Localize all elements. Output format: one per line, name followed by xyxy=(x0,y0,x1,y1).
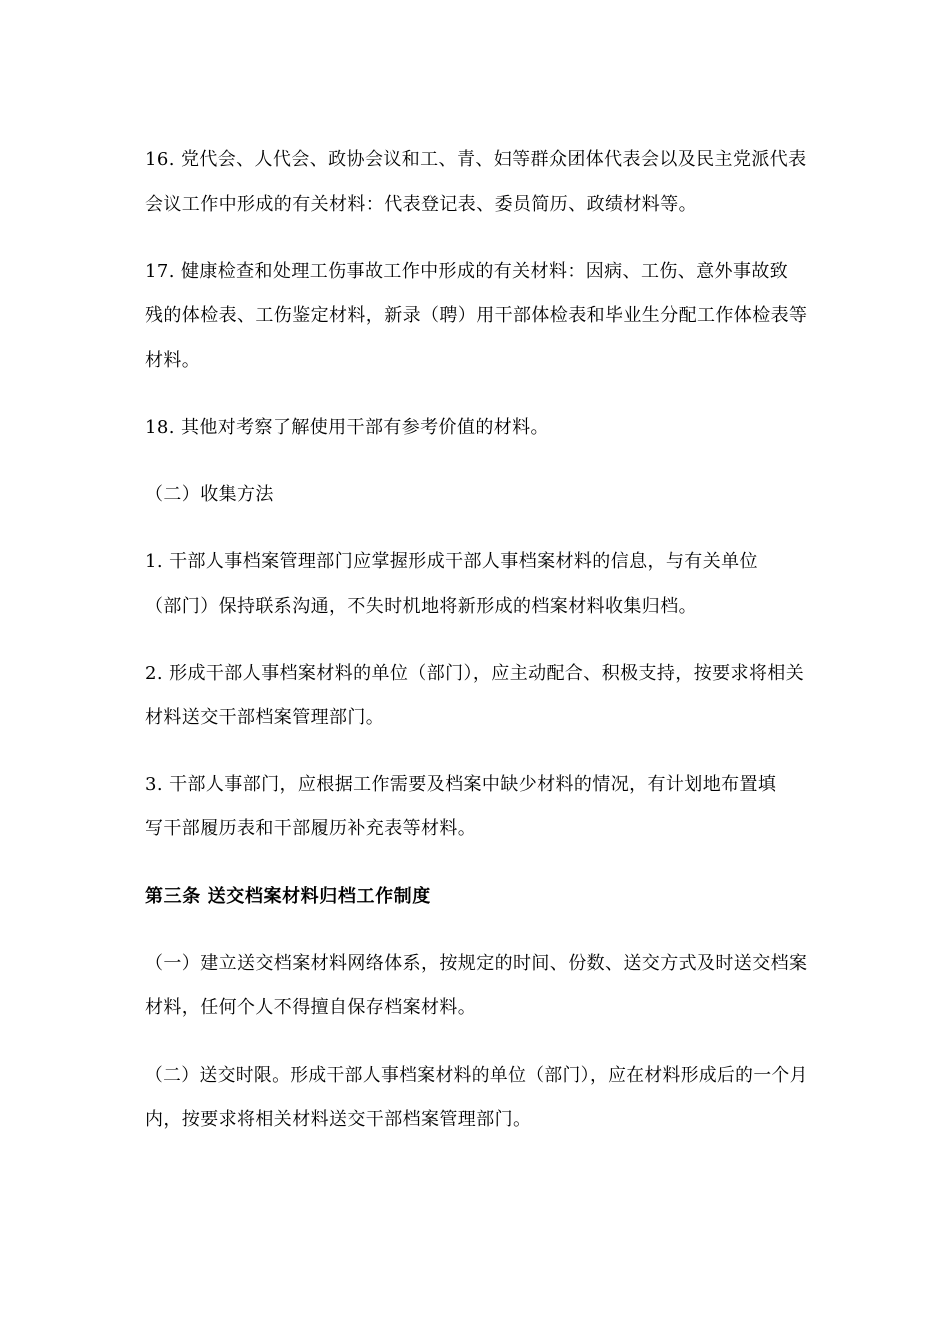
para-method-3-line-2: 写干部履历表和干部履历补充表等材料。 xyxy=(145,818,477,839)
subsection-collection-method: （二）收集方法 xyxy=(145,484,274,505)
para-item-17-line-2: 残的体检表、工伤鉴定材料，新录（聘）用干部体检表和毕业生分配工作体检表等 xyxy=(145,305,808,326)
para-item-18-line-1: 18. 其他对考察了解使用干部有参考价值的材料。 xyxy=(145,417,549,438)
article-3-heading: 第三条 送交档案材料归档工作制度 xyxy=(145,886,431,907)
para-article3-2-line-2: 内，按要求将相关材料送交干部档案管理部门。 xyxy=(145,1109,532,1130)
para-article3-1-line-2: 材料，任何个人不得擅自保存档案材料。 xyxy=(145,997,477,1018)
para-item-17-line-3: 材料。 xyxy=(145,350,201,371)
para-method-1-line-2: （部门）保持联系沟通，不失时机地将新形成的档案材料收集归档。 xyxy=(145,596,697,617)
para-item-16-line-2: 会议工作中形成的有关材料：代表登记表、委员简历、政绩材料等。 xyxy=(145,194,697,215)
para-item-16-line-1: 16. 党代会、人代会、政协会议和工、青、妇等群众团体代表会以及民主党派代表 xyxy=(145,149,807,170)
para-method-3-line-1: 3. 干部人事部门，应根据工作需要及档案中缺少材料的情况，有计划地布置填 xyxy=(145,774,777,795)
para-item-17-line-1: 17. 健康检查和处理工伤事故工作中形成的有关材料：因病、工伤、意外事故致 xyxy=(145,261,789,282)
para-method-1-line-1: 1. 干部人事档案管理部门应掌握形成干部人事档案材料的信息，与有关单位 xyxy=(145,551,758,572)
para-method-2-line-2: 材料送交干部档案管理部门。 xyxy=(145,707,385,728)
para-article3-1-line-1: （一）建立送交档案材料网络体系，按规定的时间、份数、送交方式及时送交档案 xyxy=(145,953,808,974)
para-article3-2-line-1: （二）送交时限。形成干部人事档案材料的单位（部门），应在材料形成后的一个月 xyxy=(145,1065,808,1086)
para-method-2-line-1: 2. 形成干部人事档案材料的单位（部门），应主动配合、积极支持，按要求将相关 xyxy=(145,663,805,684)
